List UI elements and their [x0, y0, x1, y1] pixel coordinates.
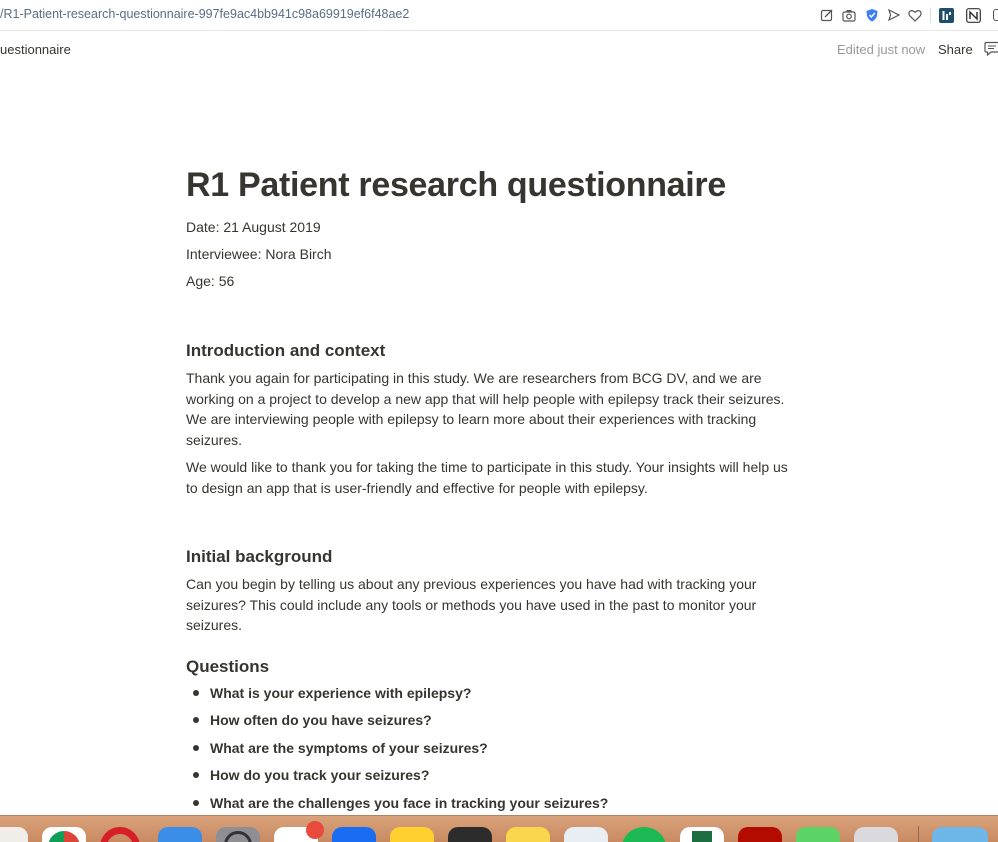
heading-questions[interactable]: Questions	[186, 657, 270, 676]
toolbar-divider	[930, 8, 931, 23]
figma-icon[interactable]	[448, 827, 492, 842]
font-book-icon[interactable]	[854, 827, 898, 842]
browser-url-bar	[0, 0, 998, 31]
questions-list	[186, 684, 608, 821]
list-item[interactable]	[186, 711, 608, 738]
page-title[interactable]: R1 Patient research questionnaire	[186, 166, 726, 204]
heading-introduction[interactable]: Introduction and context	[186, 341, 386, 360]
question-text: What is your experience with epilepsy?	[210, 685, 472, 701]
paragraph-intro-1[interactable]: Thank you again for participating in this study. We are researchers from BCG DV, and we are working on a project to develop a new app that will help people with epilepsy track their seizures. We are interviewing people with epilepsy to learn more about their experiences with tracking seizures.	[186, 370, 785, 448]
dock-divider	[918, 826, 919, 842]
list-item[interactable]	[186, 684, 608, 711]
excel-icon[interactable]	[680, 827, 724, 842]
send-icon[interactable]	[887, 6, 901, 24]
folder-icon[interactable]	[932, 827, 988, 842]
bullet	[193, 717, 199, 723]
bullet	[193, 690, 199, 696]
bullet	[193, 772, 199, 778]
question-text: What are the symptoms of your seizures?	[210, 739, 488, 756]
question-text: What are the challenges you face in tracking your seizures?	[210, 794, 609, 811]
bookmark-extension-icon[interactable]	[939, 6, 954, 24]
bullet	[193, 745, 199, 751]
app-icon[interactable]	[332, 827, 376, 842]
notion-extension-icon[interactable]	[966, 6, 981, 24]
heading-initial-background[interactable]: Initial background	[186, 547, 333, 566]
acrobat-icon[interactable]	[738, 827, 782, 842]
chrome-icon[interactable]	[42, 827, 86, 842]
messages-icon[interactable]	[796, 827, 840, 842]
camera-icon[interactable]	[842, 6, 856, 24]
bullet	[193, 800, 199, 806]
heart-icon[interactable]	[908, 6, 922, 24]
share-button[interactable]: Share	[938, 42, 973, 57]
edit-icon[interactable]	[820, 6, 834, 24]
edited-status: Edited just now	[837, 42, 926, 57]
system-preferences-icon[interactable]	[216, 827, 260, 842]
date-text[interactable]: Date: 21 August 2019	[186, 219, 321, 235]
preview-icon[interactable]	[564, 827, 608, 842]
age-text[interactable]: Age: 56	[186, 273, 235, 289]
question-text: How often do you have seizures?	[210, 712, 432, 729]
xcode-icon[interactable]	[158, 827, 202, 842]
question-text: How do you track your seizures?	[210, 767, 430, 784]
dock	[0, 815, 998, 842]
paragraph-background[interactable]: Can you begin by telling us about any previous experiences you have had with tracking your seizures? This could include any tools or methods you have used in the past to monitor your seizures.	[186, 576, 757, 633]
spotify-icon[interactable]	[622, 827, 666, 842]
comment-icon[interactable]	[984, 41, 998, 61]
breadcrumb[interactable]: uestionnaire	[0, 42, 71, 57]
paragraph-intro-2[interactable]: We would like to thank you for taking the time to participate in this study. Your insights will help us to design an app that is user-friendly and effective for people with epilepsy.	[186, 459, 788, 496]
url-text[interactable]: /R1-Patient-research-questionnaire-997fe9ac4bb941c98a69919ef6f48ae2	[0, 7, 410, 21]
miro-icon[interactable]	[390, 827, 434, 842]
interviewee-text[interactable]: Interviewee: Nora Birch	[186, 246, 332, 262]
notion-topbar	[0, 31, 998, 67]
finder-icon[interactable]	[0, 827, 28, 842]
shield-check-icon[interactable]	[865, 6, 879, 24]
notification-badge	[306, 821, 324, 839]
list-item[interactable]	[186, 766, 608, 793]
list-item[interactable]	[186, 739, 608, 766]
notes-icon[interactable]	[506, 827, 550, 842]
opera-icon[interactable]	[98, 827, 142, 842]
partial-icon	[993, 9, 998, 21]
